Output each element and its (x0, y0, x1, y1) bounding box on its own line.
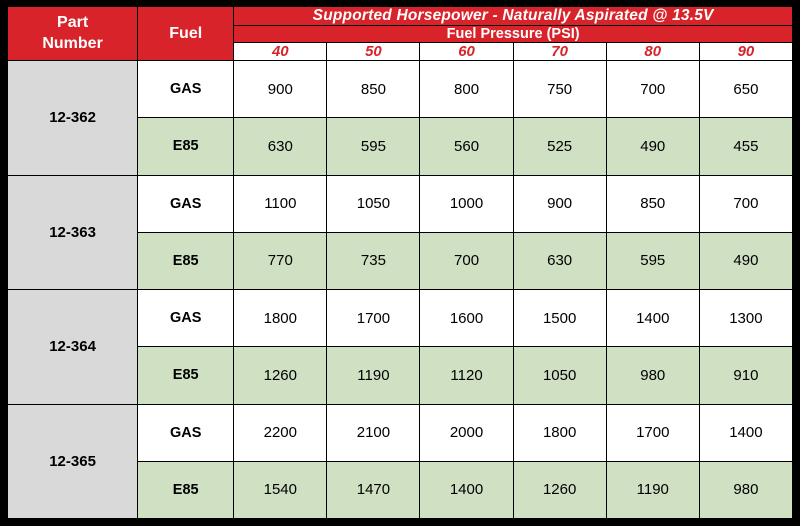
fuel-cell: GAS (138, 404, 234, 461)
table-body (8, 61, 793, 519)
value-cell: 630 (513, 232, 606, 289)
value-cell: 1190 (606, 461, 699, 518)
value-cell: 595 (327, 118, 420, 175)
value-cell: 1100 (234, 175, 327, 232)
value-cell: 1190 (327, 347, 420, 404)
header-psi-80: 80 (606, 43, 699, 61)
value-cell: 1540 (234, 461, 327, 518)
value-cell: 850 (327, 61, 420, 118)
value-cell: 750 (513, 61, 606, 118)
table-row (8, 61, 793, 118)
value-cell: 1400 (420, 461, 513, 518)
value-cell: 980 (606, 347, 699, 404)
part-number-cell: 12-362 (8, 61, 138, 176)
value-cell: 2200 (234, 404, 327, 461)
header-part-number-line1: Part (57, 13, 89, 31)
value-cell: 1400 (606, 290, 699, 347)
value-cell: 2100 (327, 404, 420, 461)
value-cell: 490 (699, 232, 792, 289)
header-psi-60: 60 (420, 43, 513, 61)
value-cell: 1700 (327, 290, 420, 347)
value-cell: 735 (327, 232, 420, 289)
fuel-cell: E85 (138, 347, 234, 404)
value-cell: 560 (420, 118, 513, 175)
value-cell: 2000 (420, 404, 513, 461)
header-psi-90: 90 (699, 43, 792, 61)
part-number-cell: 12-365 (8, 404, 138, 519)
value-cell: 770 (234, 232, 327, 289)
value-cell: 700 (606, 61, 699, 118)
table-row (8, 290, 793, 347)
value-cell: 900 (513, 175, 606, 232)
header-psi-50: 50 (327, 43, 420, 61)
value-cell: 850 (606, 175, 699, 232)
value-cell: 1470 (327, 461, 420, 518)
value-cell: 1800 (513, 404, 606, 461)
fuel-cell: GAS (138, 61, 234, 118)
table-header (8, 7, 793, 61)
part-number-cell: 12-364 (8, 290, 138, 405)
value-cell: 1050 (513, 347, 606, 404)
value-cell: 1800 (234, 290, 327, 347)
value-cell: 595 (606, 232, 699, 289)
value-cell: 700 (420, 232, 513, 289)
fuel-cell: GAS (138, 175, 234, 232)
value-cell: 1260 (513, 461, 606, 518)
fuel-cell: E85 (138, 461, 234, 518)
header-psi-40: 40 (234, 43, 327, 61)
value-cell: 650 (699, 61, 792, 118)
value-cell: 700 (699, 175, 792, 232)
header-title: Supported Horsepower - Naturally Aspirated @ 13.5V (234, 7, 793, 26)
value-cell: 1700 (606, 404, 699, 461)
fuel-cell: GAS (138, 290, 234, 347)
table-row (8, 175, 793, 232)
header-fuel: Fuel (138, 7, 234, 61)
table-row (8, 404, 793, 461)
value-cell: 900 (234, 61, 327, 118)
value-cell: 1000 (420, 175, 513, 232)
header-psi-70: 70 (513, 43, 606, 61)
value-cell: 1300 (699, 290, 792, 347)
value-cell: 910 (699, 347, 792, 404)
value-cell: 1120 (420, 347, 513, 404)
value-cell: 1050 (327, 175, 420, 232)
header-part-number (8, 7, 138, 61)
value-cell: 525 (513, 118, 606, 175)
value-cell: 630 (234, 118, 327, 175)
value-cell: 455 (699, 118, 792, 175)
value-cell: 1400 (699, 404, 792, 461)
value-cell: 1500 (513, 290, 606, 347)
part-number-cell: 12-363 (8, 175, 138, 290)
value-cell: 1600 (420, 290, 513, 347)
value-cell: 490 (606, 118, 699, 175)
value-cell: 800 (420, 61, 513, 118)
header-row-title (8, 7, 793, 26)
value-cell: 1260 (234, 347, 327, 404)
value-cell: 980 (699, 461, 792, 518)
header-fuel-pressure: Fuel Pressure (PSI) (234, 26, 793, 43)
fuel-cell: E85 (138, 232, 234, 289)
horsepower-table (7, 6, 793, 519)
header-part-number-line2: Number (42, 34, 103, 52)
fuel-cell: E85 (138, 118, 234, 175)
